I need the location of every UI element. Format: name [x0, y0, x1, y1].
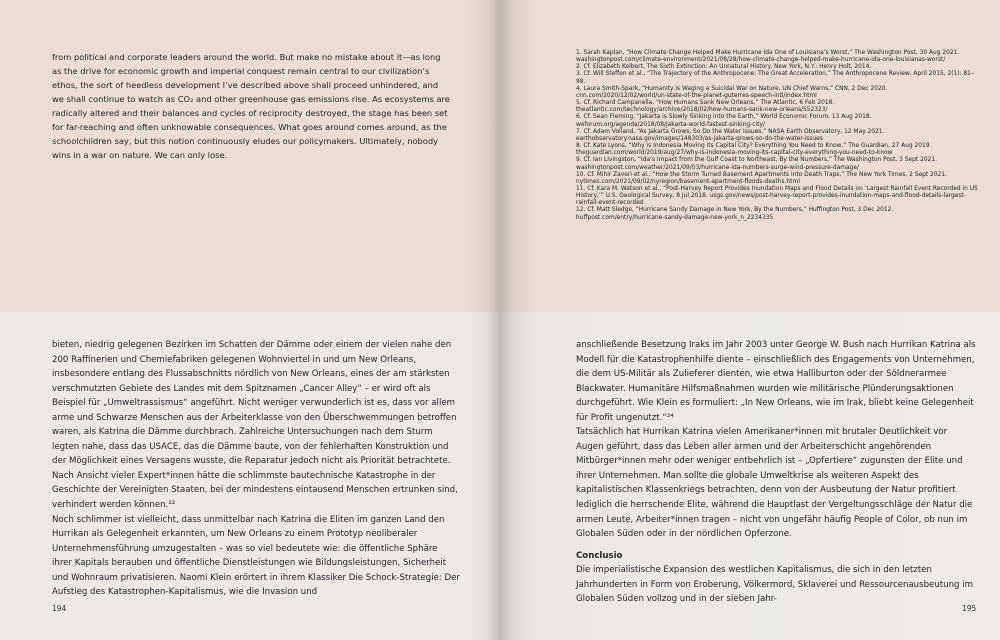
footnote: 2. Cf. Elizabeth Kolbert, The Sixth Extinction: An Unnatural History. New York, N.Y.: Henry Holt, 2014.: [576, 64, 872, 71]
page-number-left: 194: [52, 604, 67, 613]
footnote: 1. Sarah Kaplan, “How Climate Change Helped Make Hurricane Ida One of Louisiana’s Worst,” The Washington Post, 30 Aug 2021. washingtonpost.com/climate-environment/2021/08/28/how-climate-change-helped-make-hurricane-ida-one-louisianas-worst/: [576, 50, 960, 64]
section-heading: Conclusio: [576, 550, 623, 561]
footnote: 4. Laura Smith-Spark, “Humanity is Waging a Suicidal War on Nature, UN Chief Warns,” CNN, 2 Dec 2020. cnn.com/2020/12/02/world/un-state-of-the-planet-guterres-speech-intl/index.html: [576, 85, 888, 99]
german-paragraph-3: anschließende Besetzung Iraks im Jahr 2003 unter George W. Bush nach Hurrikan Katrina als Modell für die Katastrophenhilfe diente – einschließlich des Engagements von Unternehmen, die dem US-Militär als Zulieferer dienten, wie etwa Halliburton oder der Söldnerarmee Blackwater. Humanitäre Hilfsmaßnahmen wurden wie militärische Plünderungsaktionen durchgeführt. Wie Klein es formuliert: „In New Orleans, wie im Irak, bliebt keine Gelegenheit für Profit ungenutzt.“²⁴: [576, 340, 976, 423]
footnote: 12. Cf. Matt Sledge, “Hurricane Sandy Damage in New York, By the Numbers,” Huffington Post, 3 Dec 2012. huffpost.com/entry/hurricane-sandy-damage-new-york_n_2234335: [576, 207, 894, 221]
footnotes: [576, 50, 980, 222]
page-number-right: 195: [962, 604, 977, 613]
footnote: 8. Cf. Kate Lyons, “Why is Indonesia Moving its Capital City? Everything You Need to Know,” The Guardian, 27 Aug 2019. theguardian.com/world/2019/aug/27/why-is-indonesia-moving-its-capital-city-everything-you-need-to-know: [576, 143, 932, 157]
footnote: 10. Cf. Mihir Zaveri et al., “How the Storm Turned Basement Apartments into Death Traps,” The New York Times, 2 Sept 2021. nytimes.com/2021/09/02/nyregion/basement-apartment-floods-deaths.html: [576, 171, 947, 185]
footnote: 11. Cf. Kara M. Watson et al., “Post-Harvey Report Provides Inundation Maps and Flood Details on ‘Largest Rainfall Event Recorded in US History,’” U.S. Geological Survey, 8 Jul 2018. usgs.gov/news/post-harvey-report-provides-inundation-maps-and-flood-details-largest-rainfall-event-recorded: [576, 185, 978, 207]
english-paragraph: from political and corporate leaders around the world. But make no mistake about it—as long as the drive for economic growth and imperial conquest remain central to our civilization’s ethos, the sort of heedless development I’ve described above shall proceed unhindered, and we shall continue to watch as CO₂ and other greenhouse gas emissions rise. As ecosystems are radically altered and their balances and cycles of reciprocity destroyed, the stage has been set for far-reaching and often unknowable consequences. What goes around comes around, as the schoolchildren say, but this notion continuously eludes our policymakers. Ultimately, nobody wins in a war on nature. We can only lose.: [52, 52, 450, 160]
german-paragraph-1: bieten, niedrig gelegenen Bezirken im Schatten der Dämme oder einem der vielen nahe den 200 Raffinerien und Chemiefabriken gelegenen Wohnviertel in und um New Orleans, insbesondere entlang des Flussabschnitts nördlich von New Orleans, eines der am stärksten verschmutzten Gebiete des Landes mit dem Spitznamen „Cancer Alley“ – er wird oft als Beispiel für „Umweltrassismus“ angeführt. Nicht weniger verwunderlich ist es, dass vor allem arme und Schwarze Menschen aus der Arbeiterklasse von den Überschwemmungen betroffen waren, als Katrina die Dämme durchbrach. Zahlreiche Untersuchungen nach dem Sturm legten nahe, dass das USACE, das die Dämme baute, von der fehlerhaften Konstruktion und der Möglichkeit eines Versagens wusste, die Reparatur jedoch nicht als Priorität betrachtete. Nach Ansicht vieler Expert*innen hätte die schlimmste bautechnische Katastrophe in der Geschichte der Vereinigten Staaten, bei der mindestens eintausend Menschen ertrunken sind, verhindert werden können.²²: [52, 340, 458, 511]
german-paragraph-5: Die imperialistische Expansion des westlichen Kapitalismus, die sich in den letzten Jahrhunderten in Form von Eroberung, Völkermord, Sklaverei und Ressourcenausbeutung im Globalen Süden vollzog und in der sieben Jahr-: [576, 565, 974, 605]
footnote: 5. Cf. Richard Campanella, “How Humans Sank New Orleans,” The Atlantic, 6 Feb 2018. theatlantic.com/technology/archive/2018/02/how-humans-sank-new-orleans/552323/: [576, 100, 835, 114]
german-text-right: [576, 338, 976, 607]
german-paragraph-2: Noch schlimmer ist vielleicht, dass unmittelbar nach Katrina die Eliten im ganzen Land den Hurrikan als Gelegenheit erkannten, um New Orleans zu einem Prototyp neoliberaler Unternehmensführung umzugestalten – was so viel bedeutete wie: die öffentliche Sphäre ihrer Kapitals berauben und öffentliche Dienstleistungen wie Bildungsleistungen, Sicherheit und Wohnraum privatisieren. Naomi Klein erörtert in ihrem Klassiker Die Schock-Strategie: Der Aufstieg des Katastrophen-Kapitalismus, wie die Invasion und: [52, 514, 460, 598]
german-paragraph-4: Tatsächlich hat Hurrikan Katrina vielen Amerikaner*innen mit brutaler Deutlichkeit vor Augen geführt, dass das Leben aller armen und der Arbeiterschicht angehörenden Mitbürger*innen mehr oder weniger entbehrlich ist – „Opfertiere“ zugunsten der Elite und ihrer Unternehmen. Man sollte die globale Umweltkrise als weiteren Aspekt des kapitalistischen Klassenkriegs betrachten, denn von der Ausbeutung der Natur profitiert lediglich die herrschende Elite, während die Hauptlast der Vergeltungsschläge der Natur die armen Leute, Arbeiter*innen tragen – nicht von ungefähr häufig People of Color, ob nun im Globalen Süden oder in der nördlichen Opferzone.: [576, 427, 973, 540]
right-page: [500, 0, 1000, 640]
footnote: 7. Cf. Adam Voiland, “As Jakarta Grows, So Do the Water Issues,” NASA Earth Observatory, 12 May 2021. earthobservatory.nasa.gov/images/148303/as-jakarta-grows-so-do-the-water-issues: [576, 128, 885, 142]
footnote: 9. Cf. Ian Livingston, “Ida’s Impact from the Gulf Coast to Northeast, By the Numbers,” The Washington Post, 3 Sept 2021. washingtonpost.com/weather/2021/09/03/hurricane-ida-numbers-surge-wind-pressure-damage/: [576, 157, 937, 171]
book-gutter: [488, 0, 512, 640]
footnote: 3. Cf. Will Steffen et al., “The Trajectory of the Anthropocene: The Great Acceleration,” The Anthropocene Review, April 2015, 2(1): 81–98.: [576, 71, 974, 85]
footnote: 6. Cf. Sean Fleming, “Jakarta is Slowly Sinking into the Earth,” World Economic Forum, 13 Aug 2018. weforum.org/agenda/2018/08/jakarta-world-fastest-sinking-city/: [576, 114, 872, 128]
german-text-left: [52, 338, 460, 600]
